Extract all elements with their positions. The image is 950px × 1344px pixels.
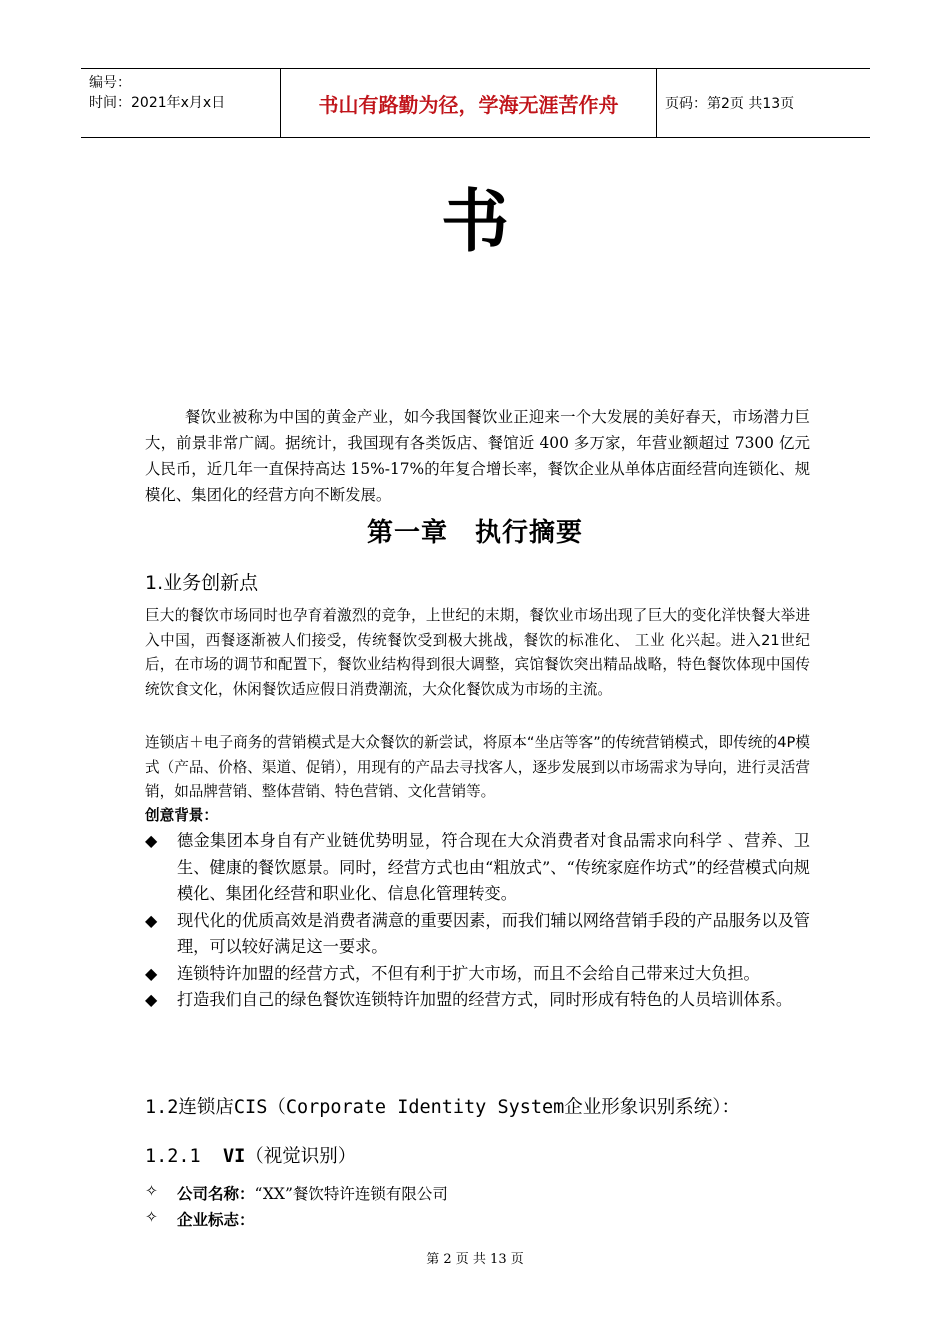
logo-item — [145, 1208, 255, 1230]
star-bullet-icon: ✧ — [145, 1208, 158, 1226]
section-1-title: 1.业务创新点 — [145, 572, 259, 594]
section-1-2-title: 1.2连锁店CIS（Corporate Identity System企业形象识别系统）： — [145, 1097, 741, 1118]
diamond-bullet-icon: ◆ — [145, 831, 158, 850]
logo-label: 企业标志： — [177, 1211, 255, 1229]
time-label: 时间：2021年x月x日 — [89, 95, 226, 111]
list-item-text: 连锁特许加盟的经营方式，不但有利于扩大市场，而且不会给自己带来过大负担。 — [177, 963, 760, 983]
list-item-text: 德金集团本身自有产业链优势明显，符合现在大众消费者对食品需求向科学 、营养、卫生、健康的餐饮愿景。同时，经营方式也由“粗放式”、“传统家庭作坊式”的经营模式向规模化、集团化经营和职业化、信息化管理转变。 — [177, 831, 810, 903]
company-name-label: 公司名称： — [177, 1185, 255, 1203]
list-item-text: 打造我们自己的绿色餐饮连锁特许加盟的经营方式，同时形成有特色的人员培训体系。 — [177, 990, 793, 1009]
diamond-bullet-icon: ◆ — [145, 963, 158, 983]
header-page-code: 页码：第2页 共13页 — [665, 96, 795, 112]
list-item-text: 现代化的优质高效是消费者满意的重要因素，而我们辅以网络营销手段的产品服务以及管理，可以较好满足这一要求。 — [177, 910, 810, 956]
paragraph-marketing: 连锁店＋电子商务的营销模式是大众餐饮的新尝试，将原本“坐店等客”的传统营销模式，即传统的4P模式（产品、价格、渠道、促销），用现有的产品去寻找客人，逐步发展到以市场需求为导向，进行灵活营销，如品牌营销、整体营销、特色营销、文化营销等。 — [145, 734, 810, 800]
section-1-2-1-title — [145, 1142, 356, 1168]
bullet-list — [145, 828, 810, 1014]
paragraph-market: 巨大的餐饮市场同时也孕育着激烈的竞争，上世纪的末期，餐饮业市场出现了巨大的变化洋快餐大举进入中国，西餐逐渐被人们接受，传统餐饮受到极大挑战，餐饮的标准化、 工业 化兴起。进入21世纪后，在市场的调节和配置下，餐饮业结构得到很大调整，宾馆餐饮突出精品战略，特色餐饮体现中国传统饮食文化，休闲餐饮适应假日消费潮流，大众化餐饮成为市场的主流。 — [145, 607, 810, 698]
title-character: 书 — [440, 183, 509, 262]
section-rest: （视觉识别） — [245, 1146, 357, 1167]
section-bold-label: VI — [222, 1146, 246, 1167]
intro-paragraph: 餐饮业被称为中国的黄金产业，如今我国餐饮业正迎来一个大发展的美好春天，市场潜力巨大，前景非常广阔。据统计，我国现有各类饭店、餐馆近 400 多万家，年营业额超过 7300 亿元人民币，近几年一直保持高达 15%-17%的年复合增长率，餐饮企业从单体店面经营向连锁化、规模化、集团化的经营方向不断发展。 — [145, 408, 810, 504]
list-item — [145, 908, 810, 961]
section-number: 1.2.1 — [145, 1146, 201, 1167]
company-name-item — [145, 1182, 448, 1204]
page-header — [81, 68, 870, 138]
header-meta — [81, 69, 281, 137]
diamond-bullet-icon: ◆ — [145, 910, 158, 930]
page-footer: 第 2 页 共 13 页 — [426, 1252, 524, 1267]
star-bullet-icon: ✧ — [145, 1182, 158, 1200]
header-motto: 书山有路勤为径，学海无涯苦作舟 — [281, 69, 657, 137]
diamond-bullet-icon: ◆ — [145, 990, 158, 1009]
list-item — [145, 828, 810, 908]
company-name-value: “XX”餐饮特许连锁有限公司 — [254, 1185, 448, 1203]
background-heading: 创意背景： — [145, 807, 218, 824]
number-label: 编号： — [89, 75, 131, 91]
list-item — [145, 987, 810, 1014]
chapter-title: 第一章 执行摘要 — [366, 518, 583, 548]
list-item — [145, 961, 810, 988]
